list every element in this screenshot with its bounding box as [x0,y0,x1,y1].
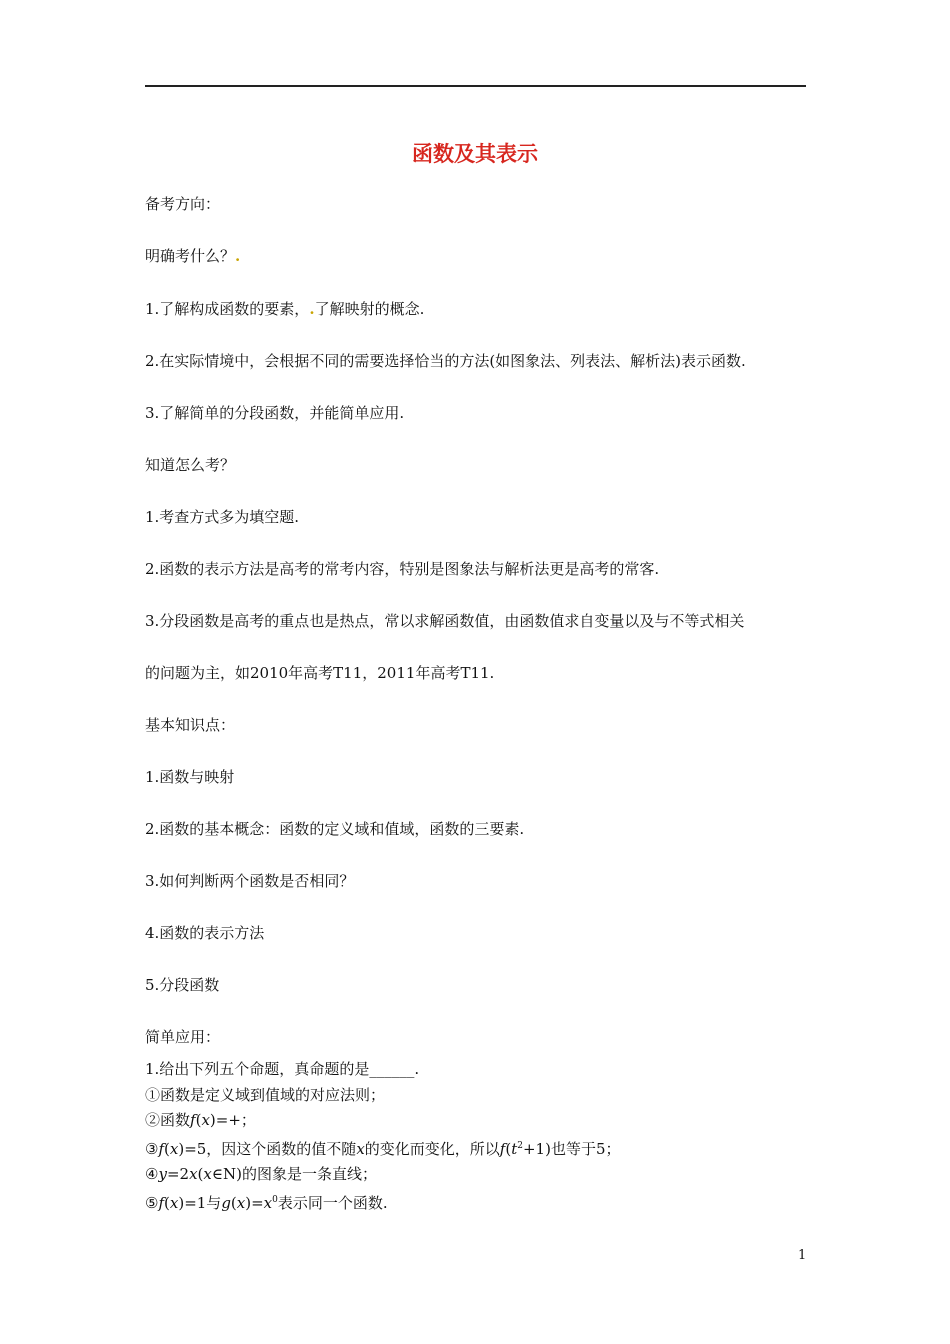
basic-point-4: 4.函数的表示方法 [145,924,265,942]
proposition-5: ⑤f(x)=1与$g(x)=x^0$表示同一个函数. [145,1193,388,1212]
page-title: 函数及其表示 [412,142,538,166]
exam-point-2: 2.函数的表示方法是高考的常考内容，特别是图象法与解析法更是高考的常客. [145,560,660,578]
proposition-4: ④y=2x(x∈N)的图象是一条直线； [145,1165,377,1183]
exam-point-1: 1.考查方式多为填空题. [145,508,300,526]
highlight-mark: . [235,247,241,265]
problem-1 [145,1057,621,1216]
highlight-mark: . [309,300,315,318]
exam-point-3-cont: 的问题为主，如2010年高考T11，2011年高考T11. [145,664,495,682]
subheading-how-to-test: 知道怎么考？ [145,456,236,474]
requirement-1: 1.了解构成函数的要素，.了解映射的概念. [145,300,425,318]
section-heading-exam-direction: 备考方向： [145,195,221,213]
basic-point-2: 2.函数的基本概念：函数的定义域和值域，函数的三要素. [145,820,525,838]
proposition-2: ②函数f(x)=+； [145,1111,256,1129]
proposition-1: ①函数是定义域到值域的对应法则； [145,1085,386,1104]
basic-point-5: 5.分段函数 [145,976,220,994]
proposition-3: ③f(x)=5，因这个函数的值不随x的变化而变化，所以$f(t^2+1)$也等于5； [145,1139,621,1158]
subheading-what-to-test: 明确考什么？. [145,247,241,265]
section-heading-application: 简单应用： [145,1028,221,1046]
header-rule [145,85,806,87]
section-heading-basics: 基本知识点： [145,716,236,734]
requirement-3: 3.了解简单的分段函数，并能简单应用. [145,404,405,422]
requirement-2: 2.在实际情境中，会根据不同的需要选择恰当的方法(如图象法、列表法、解析法)表示函数. [145,352,746,370]
page-number: 1 [798,1248,807,1263]
basic-point-3: 3.如何判断两个函数是否相同？ [145,872,355,890]
problem-question: 1.给出下列五个命题，真命题的是______. [145,1060,420,1078]
basic-point-1: 1.函数与映射 [145,768,235,786]
exam-point-3: 3.分段函数是高考的重点也是热点，常以求解函数值，由函数值求自变量以及与不等式相关 [145,612,745,630]
